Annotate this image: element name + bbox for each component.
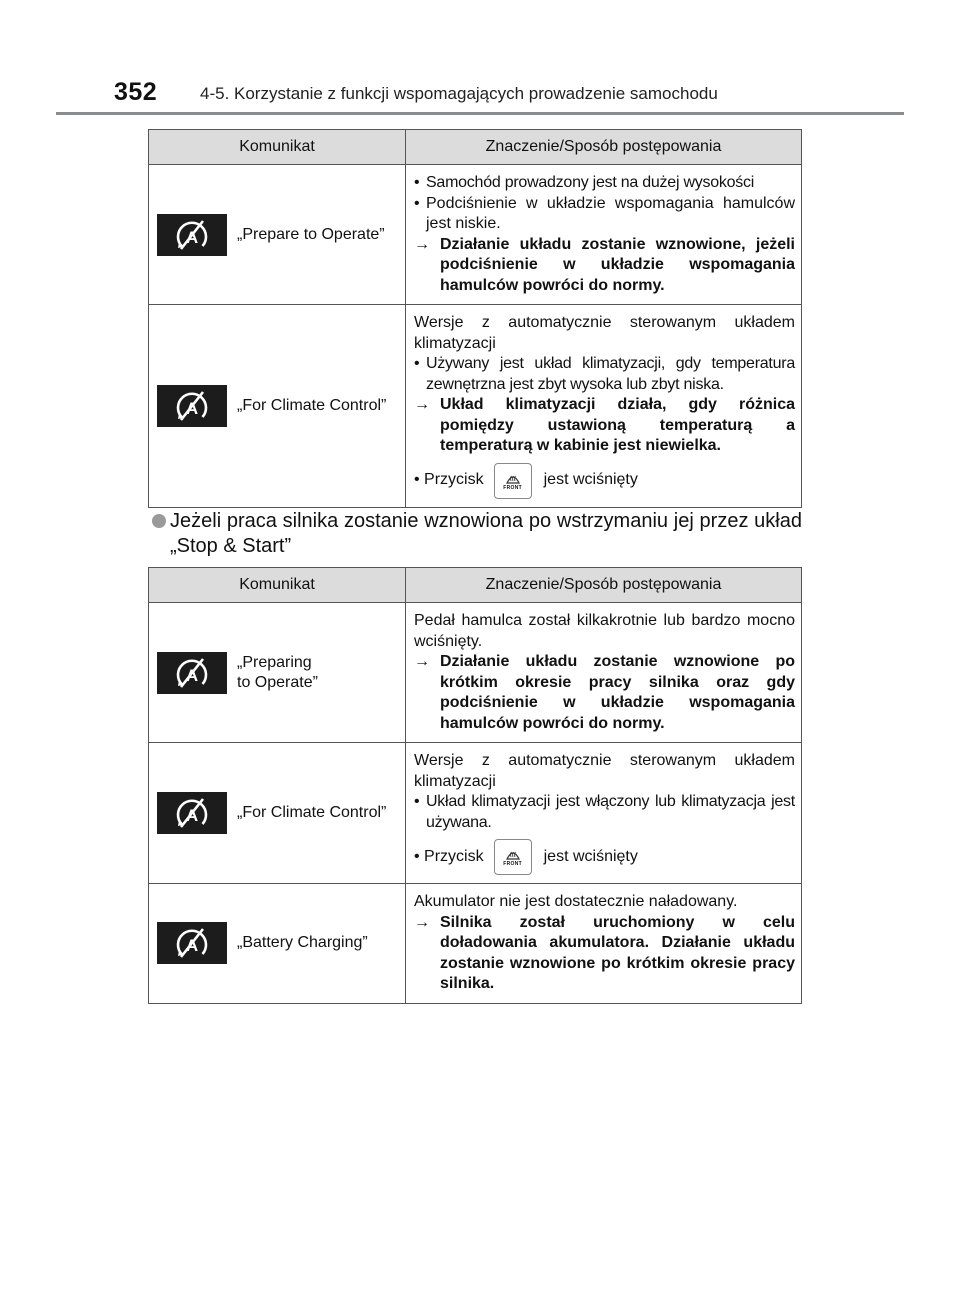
button-instruction: • Przycisk FRONT jest wciśnięty (414, 839, 795, 875)
message-text: „For Climate Control” (237, 396, 387, 414)
messages-table-2 (148, 567, 802, 1004)
stop-start-off-icon (157, 792, 227, 834)
stop-start-off-icon (157, 922, 227, 964)
table-row (149, 165, 802, 305)
section-heading-text: Jeżeli praca silnika zostanie wznowiona po wstrzymaniu jej przez układ „Stop & Start” (170, 510, 802, 557)
meaning-cell: Akumulator nie jest dostatecznie naładowany. → Silnika został uruchomiony w celu doładowania akumulatora. Działanie układu zostanie wznowione po krótkim okresie pracy silnika. (406, 884, 802, 1004)
message-cell (149, 165, 406, 305)
message-line: „Preparing (237, 653, 312, 671)
header-divider (56, 112, 904, 115)
button-suffix: jest wciśnięty (543, 847, 638, 865)
column-header-message: Komunikat (149, 130, 406, 165)
front-defroster-icon (494, 839, 532, 875)
meaning-cell: Pedał hamulca został kilkakrotnie lub bardzo mocno wciśnięty. → Działanie układu zostanie wznowione po krótkim okresie pracy silnika oraz gdy podciśnienie w układzie wspomagania hamulców powróci do normy. (406, 603, 802, 743)
message-cell (149, 305, 406, 508)
meaning-action: Działanie układu zostanie wznowione, jeżeli podciśnienie w układzie wspomagania hamulców powróci do normy. (440, 235, 795, 294)
table-row (149, 884, 802, 1004)
column-header-meaning: Znaczenie/Sposób postępowania (406, 568, 802, 603)
meaning-action: Działanie układu zostanie wznowione po krótkim okresie pracy silnika oraz gdy podciśnienie w układzie wspomagania hamulców powróci do normy. (440, 653, 795, 732)
section-title: 4-5. Korzystanie z funkcji wspomagających prowadzenie samochodu (200, 84, 718, 103)
bullet-dot-icon (152, 514, 166, 528)
front-defroster-icon (494, 463, 532, 499)
message-line: to Operate” (237, 673, 318, 691)
page-header (0, 0, 960, 120)
meaning-action: Układ klimatyzacji działa, gdy różnica pomiędzy ustawioną temperaturą a temperaturą w kabinie jest niewielka. (440, 396, 795, 454)
svg-text:A: A (185, 665, 199, 685)
meaning-cell: Wersje z automatycznie sterowanym układem klimatyzacji • Układ klimatyzacji jest włączony lub klimatyzacja jest używana. • Przycisk FRONT jest wciśnięty (406, 743, 802, 884)
meaning-bullet: Samochód prowadzony jest na dużej wysokości (426, 174, 755, 191)
table-header-row (149, 130, 802, 165)
table-row (149, 603, 802, 743)
meaning-cell: • Samochód prowadzony jest na dużej wysokości • Podciśnienie w układzie wspomagania hamulców jest niskie. → Działanie układu zostanie wznowione, jeżeli podciśnienie w układzie wspomagania hamulców powróci do normy. (406, 165, 802, 305)
meaning-intro: Wersje z automatycznie sterowanym układem klimatyzacji (414, 752, 795, 790)
svg-text:A: A (185, 936, 199, 956)
message-cell (149, 884, 406, 1004)
button-label: FRONT (503, 861, 522, 867)
stop-start-off-icon (157, 385, 227, 427)
meaning-bullet: Podciśnienie w układzie wspomagania hamulców jest niskie. (426, 194, 795, 232)
message-text (237, 653, 318, 693)
table-row (149, 743, 802, 884)
meaning-intro: Pedał hamulca został kilkakrotnie lub bardzo mocno wciśnięty. (414, 612, 795, 650)
meaning-bullet: Używany jest układ klimatyzacji, gdy temperatura zewnętrzna jest zbyt wysoka lub zbyt niska. (426, 355, 795, 393)
message-cell (149, 743, 406, 884)
button-prefix: Przycisk (424, 847, 484, 865)
meaning-intro: Akumulator nie jest dostatecznie naładowany. (414, 893, 738, 910)
svg-text:A: A (185, 806, 199, 825)
meaning-action: Silnika został uruchomiony w celu doładowania akumulatora. Działanie układu zostanie wznowione po krótkim okresie pracy silnika. (440, 913, 795, 992)
message-text: „For Climate Control” (237, 804, 387, 821)
section-heading (152, 509, 802, 559)
svg-text:A: A (185, 227, 199, 247)
stop-start-off-icon (157, 214, 227, 256)
button-suffix: jest wciśnięty (543, 471, 638, 489)
svg-text:A: A (185, 398, 199, 418)
message-cell (149, 603, 406, 743)
button-prefix: Przycisk (424, 471, 484, 489)
button-instruction: • Przycisk FRONT jest wciśnięty (414, 463, 795, 499)
meaning-intro: Wersje z automatycznie sterowanym układem klimatyzacji (414, 314, 795, 352)
messages-table-1 (148, 129, 802, 508)
message-text: „Battery Charging” (237, 934, 368, 952)
meaning-cell: Wersje z automatycznie sterowanym układem klimatyzacji • Używany jest układ klimatyzacji, gdy temperatura zewnętrzna jest zbyt wysoka lub zbyt niska. → Układ klimatyzacji działa, gdy różnica pomiędzy ustawioną temperaturą a temperaturą w kabinie jest niewielka. • Przycisk FRONT jest wciśnięty (406, 305, 802, 508)
table-header-row (149, 568, 802, 603)
message-text: „Prepare to Operate” (237, 225, 385, 243)
column-header-meaning: Znaczenie/Sposób postępowania (406, 130, 802, 165)
column-header-message: Komunikat (149, 568, 406, 603)
page-number: 352 (114, 78, 158, 106)
table-row (149, 305, 802, 508)
stop-start-off-icon (157, 652, 227, 694)
meaning-bullet: Układ klimatyzacji jest włączony lub klimatyzacja jest używana. (426, 793, 795, 831)
button-label: FRONT (503, 484, 522, 491)
